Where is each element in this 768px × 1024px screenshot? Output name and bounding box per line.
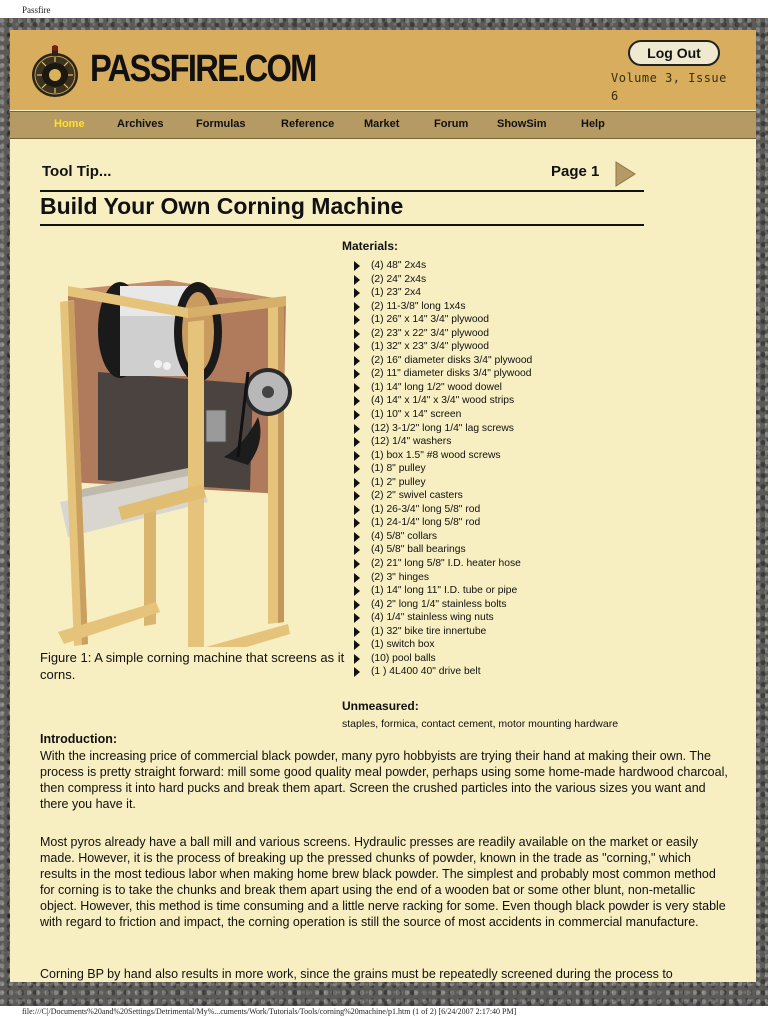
material-text: (1) box 1.5" #8 wood screws	[371, 449, 501, 461]
logout-button[interactable]: Log Out	[628, 40, 720, 66]
material-item	[354, 422, 532, 436]
nav-forum[interactable]: Forum	[434, 118, 469, 130]
next-page-arrow-icon[interactable]	[614, 161, 636, 187]
arrow-bullet-icon	[354, 396, 360, 406]
arrow-bullet-icon	[354, 613, 360, 623]
materials-list	[354, 259, 532, 679]
figure-caption: Figure 1: A simple corning machine that screens as it corns.	[40, 650, 345, 682]
arrow-bullet-icon	[354, 627, 360, 637]
issue-label: Volume 3, Issue 6	[611, 71, 727, 103]
firework-shell-logo-icon[interactable]	[30, 42, 80, 98]
material-text: (4) 5/8" ball bearings	[371, 544, 466, 556]
material-text: (1) 2" pulley	[371, 476, 426, 488]
material-text: (1) 24-1/4" long 5/8" rod	[371, 517, 481, 529]
material-text: (2) 23" x 22" 3/4" plywood	[371, 327, 490, 339]
print-footer-path: file:///C|/Documents%20and%20Settings/Detrimental/My%...cuments/Work/Tutorials/Tools/corning%20machine/p1.htm (1 of 2) [6/24/2007 2:17:40 PM]	[22, 1007, 517, 1016]
material-item	[354, 652, 532, 666]
arrow-bullet-icon	[354, 640, 360, 650]
arrow-bullet-icon	[354, 600, 360, 610]
material-text: (2) 11" diameter disks 3/4" plywood	[371, 368, 532, 380]
unmeasured-text: staples, formica, contact cement, motor mounting hardware	[342, 718, 619, 730]
material-item	[354, 625, 532, 639]
material-text: (4) 5/8" collars	[371, 530, 438, 542]
material-text: (12) 1/4" washers	[371, 436, 452, 448]
arrow-bullet-icon	[354, 451, 360, 461]
arrow-bullet-icon	[354, 437, 360, 447]
arrow-bullet-icon	[354, 288, 360, 298]
material-item	[354, 611, 532, 625]
arrow-bullet-icon	[354, 342, 360, 352]
material-item	[354, 476, 532, 490]
material-text: (4) 1/4" stainless wing nuts	[371, 612, 494, 624]
material-item	[354, 665, 532, 679]
material-item	[354, 381, 532, 395]
material-item	[354, 571, 532, 585]
material-item	[354, 598, 532, 612]
nav-showsim[interactable]: ShowSim	[497, 118, 547, 130]
main-nav	[10, 111, 756, 139]
materials-heading: Materials:	[342, 239, 399, 253]
material-item	[354, 584, 532, 598]
arrow-bullet-icon	[354, 315, 360, 325]
material-text: (1) 32" bike tire innertube	[371, 625, 487, 637]
material-text: (1) 26-3/4" long 5/8" rod	[371, 503, 481, 515]
intro-paragraph-3: Corning BP by hand also results in more work, since the grains must be repeatedly screened during the process to	[40, 967, 673, 981]
nav-help[interactable]: Help	[581, 118, 605, 130]
arrow-bullet-icon	[354, 545, 360, 555]
material-text: (12) 3-1/2" long 1/4" lag screws	[371, 422, 514, 434]
arrow-bullet-icon	[354, 478, 360, 488]
material-text: (4) 14" x 1/4" x 3/4" wood strips	[371, 395, 515, 407]
intro-paragraph-1: With the increasing price of commercial black powder, many pyro hobbyists are trying their hand at making their own. The process is pretty straight forward: mill some good quality meal powder, perhaps using some home-made hardwood charcoal, then compress it into hard pucks and break them apart. Screen the crushed particles into the various sizes you want and there you have it.	[40, 749, 728, 811]
material-text: (2) 11-3/8" long 1x4s	[371, 300, 466, 312]
material-text: (1) 8" pulley	[371, 463, 426, 475]
arrow-bullet-icon	[354, 573, 360, 583]
material-item	[354, 340, 532, 354]
material-item	[354, 435, 532, 449]
material-text: (4) 48" 2x4s	[371, 260, 427, 271]
material-item	[354, 503, 532, 517]
material-text: (2) 24" 2x4s	[371, 273, 427, 285]
material-item	[354, 638, 532, 652]
title-rule-bottom	[40, 224, 644, 226]
arrow-bullet-icon	[354, 586, 360, 596]
nav-reference[interactable]: Reference	[281, 118, 335, 130]
material-text: (1) 10" x 14" screen	[371, 409, 462, 421]
material-text: (1) 14" long 11" I.D. tube or pipe	[371, 585, 518, 597]
site-header	[10, 30, 756, 110]
material-item	[354, 543, 532, 557]
nav-archives[interactable]: Archives	[117, 118, 164, 130]
unmeasured-heading: Unmeasured:	[342, 699, 419, 713]
section-label: Tool Tip...	[42, 163, 112, 180]
material-item	[354, 327, 532, 341]
material-item	[354, 408, 532, 422]
arrow-bullet-icon	[354, 261, 360, 271]
print-page-title: Passfire	[22, 5, 51, 15]
material-text: (4) 2" long 1/4" stainless bolts	[371, 598, 507, 610]
intro-paragraph-2: Most pyros already have a ball mill and various screens. Hydraulic presses are readily available on the market or easily made. However, it is the process of breaking up the pressed chunks of powder, known in the trade as "corning," which results in the most tedious labor when making home brew black powder. The simplest and probably most common method for corning is to take the chunks and break them apart using the end of a wooden bat or some other blunt, non-metallic object. However, this method is time consuming and a little nerve racking for some. Even though black powder is very stable with regard to friction and impact, the corning operation is still the source of most accidents in commercial manufacture.	[40, 835, 726, 929]
material-item	[354, 530, 532, 544]
material-item	[354, 313, 532, 327]
material-item	[354, 462, 532, 476]
arrow-bullet-icon	[354, 410, 360, 420]
material-item	[354, 273, 532, 287]
material-item	[354, 367, 532, 381]
arrow-bullet-icon	[354, 424, 360, 434]
page-frame	[10, 30, 756, 982]
page-number: Page 1	[551, 163, 600, 180]
material-text: (2) 3" hinges	[371, 571, 430, 583]
material-text: (1) 14" long 1/2" wood dowel	[371, 381, 502, 393]
material-item	[354, 394, 532, 408]
material-text: (1) 23" 2x4	[371, 287, 422, 299]
corning-machine-illustration	[38, 252, 300, 647]
site-logo-text[interactable]: PASSFIRE.COM	[90, 48, 316, 90]
material-item	[354, 557, 532, 571]
material-text: (10) pool balls	[371, 652, 436, 664]
material-item	[354, 449, 532, 463]
material-item	[354, 354, 532, 368]
arrow-bullet-icon	[354, 532, 360, 542]
material-item	[354, 259, 532, 273]
material-item	[354, 516, 532, 530]
material-text: (1 ) 4L400 40" drive belt	[371, 666, 481, 678]
material-text: (2) 21" long 5/8" I.D. heater hose	[371, 558, 521, 570]
nav-formulas[interactable]: Formulas	[196, 118, 246, 130]
material-text: (1) 26" x 14" 3/4" plywood	[371, 314, 490, 326]
arrow-bullet-icon	[354, 505, 360, 515]
arrow-bullet-icon	[354, 667, 360, 677]
arrow-bullet-icon	[354, 464, 360, 474]
arrow-bullet-icon	[354, 302, 360, 312]
arrow-bullet-icon	[354, 559, 360, 569]
nav-market[interactable]: Market	[364, 118, 400, 130]
material-item	[354, 300, 532, 314]
introduction-heading: Introduction:	[40, 732, 118, 746]
material-text: (2) 2" swivel casters	[371, 490, 463, 502]
material-item	[354, 286, 532, 300]
material-text: (1) switch box	[371, 639, 435, 651]
nav-home[interactable]: Home	[54, 118, 85, 130]
arrow-bullet-icon	[354, 654, 360, 664]
arrow-bullet-icon	[354, 491, 360, 501]
article-title: Build Your Own Corning Machine	[40, 193, 404, 219]
arrow-bullet-icon	[354, 356, 360, 366]
arrow-bullet-icon	[354, 383, 360, 393]
arrow-bullet-icon	[354, 275, 360, 285]
material-item	[354, 489, 532, 503]
arrow-bullet-icon	[354, 518, 360, 528]
title-rule-top	[40, 190, 644, 192]
material-text: (1) 32" x 23" 3/4" plywood	[371, 341, 490, 353]
arrow-bullet-icon	[354, 329, 360, 339]
arrow-bullet-icon	[354, 369, 360, 379]
material-text: (2) 16" diameter disks 3/4" plywood	[371, 354, 533, 366]
